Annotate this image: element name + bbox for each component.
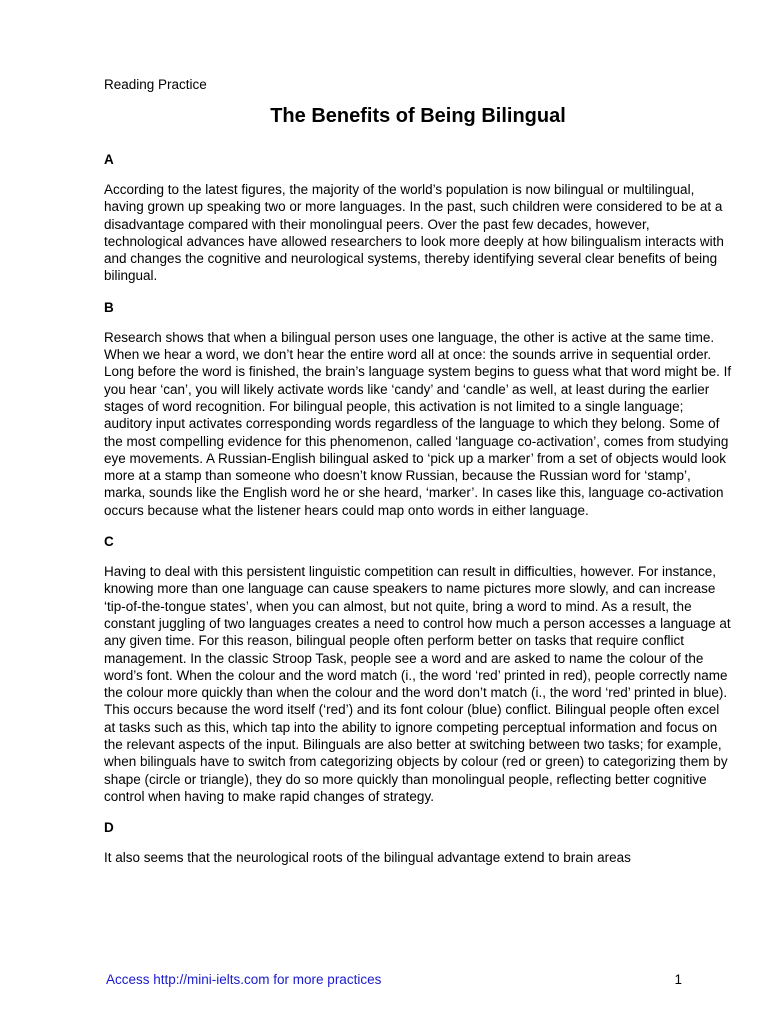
section-letter: C (104, 534, 114, 550)
page-footer (106, 971, 682, 989)
section-paragraph: Research shows that when a bilingual person uses one language, the other is active at the same time. When we hear a word, we don’t hear the entire word all at once: the sounds arrive in sequential order. Long before the word is finished, the brain’s language system begins to guess what that word might be. If you hear ‘can’, you will likely activate words like ‘candy’ and ‘candle’ as well, at least during the earlier stages of word recognition. For bilingual people, this activation is not limited to a single language; auditory input activates corresponding words regardless of the language to which they belong. Some of the most compelling evidence for this phenomenon, called ‘language co-activation’, comes from studying eye movements. A Russian-English bilingual asked to ‘pick up a marker’ from a set of objects would look more at a stamp than someone who doesn’t know Russian, because the Russian word for ‘stamp’, marka, sounds like the English word he or she heard, ‘marker’. In cases like this, language co-activation occurs because what the listener hears could map onto words in either language. (104, 329, 732, 518)
footer-link[interactable]: Access http://mini-ielts.com for more practices (106, 972, 382, 987)
section-c (104, 533, 732, 805)
document-page (104, 76, 732, 881)
section-b (104, 299, 732, 519)
section-a (104, 151, 732, 285)
document-title: The Benefits of Being Bilingual (270, 105, 566, 127)
section-paragraph: It also seems that the neurological roots of the bilingual advantage extend to brain areas (104, 850, 631, 866)
section-d (104, 819, 732, 866)
page-header: Reading Practice (104, 77, 207, 92)
section-paragraph: Having to deal with this persistent linguistic competition can result in difficulties, however. For instance, knowing more than one language can cause speakers to name pictures more slowly, and can increase ‘tip-of-the-tongue states’, when you can almost, but not quite, bring a word to mind. As a result, the constant juggling of two languages creates a need to control how much a person accesses a language at any given time. For this reason, bilingual people often perform better on tasks that require conflict management. In the classic Stroop Task, people see a word and are asked to name the colour of the word’s font. When the colour and the word match (i., the word ‘red’ printed in red), people correctly name the colour more quickly than when the colour and the word don’t match (i., the word ‘red’ printed in blue). This occurs because the word itself (‘red’) and its font colour (blue) conflict. Bilingual people often excel at tasks such as this, which tap into the ability to ignore competing perceptual information and focus on the relevant aspects of the input. Bilinguals are also better at switching between two tasks; for example, when bilinguals have to switch from categorizing objects by colour (red or green) to categorizing them by shape (circle or triangle), they do so more quickly than monolingual people, reflecting better cognitive control when having to make rapid changes of strategy. (104, 564, 731, 804)
section-letter: A (104, 152, 114, 167)
section-letter: B (104, 299, 114, 315)
page-number: 1 (674, 972, 682, 987)
section-letter: D (104, 820, 114, 836)
section-paragraph: According to the latest figures, the majority of the world’s population is now bilingual or multilingual, having grown up speaking two or more languages. In the past, such children were considered to be at a disadvantage compared with their monolingual peers. Over the past few decades, however, technological advances have allowed researchers to look more deeply at how bilingualism interacts with and changes the cognitive and neurological systems, thereby identifying several clear benefits of being bilingual. (104, 182, 724, 284)
